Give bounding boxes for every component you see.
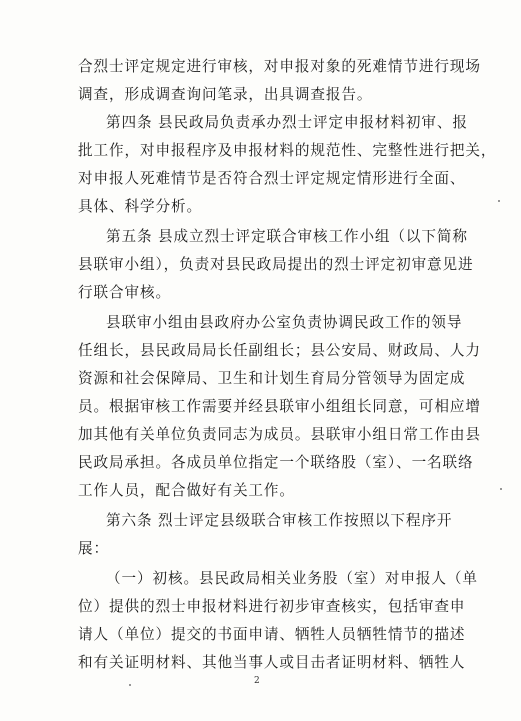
text-line: 加其他有关单位负责同志为成员。县联审小组日常工作由县 bbox=[78, 426, 481, 443]
text-line: 资源和社会保障局、卫生和计划生育局分管领导为固定成 bbox=[78, 370, 466, 387]
text-line: 县联审小组），负责对县民政局提出的烈士评定初审意见进 bbox=[78, 256, 474, 273]
text-line: 行联合审核。 bbox=[78, 284, 171, 301]
text-line: 第五条 县成立烈士评定联合审核工作小组（以下简称 bbox=[106, 228, 468, 245]
text-line: 县联审小组由县政府办公室负责协调民政工作的领导 bbox=[106, 314, 463, 331]
text-line: 第四条 县民政局负责承办烈士评定申报材料初审、报 bbox=[106, 114, 468, 131]
text-line: 请人（单位）提交的书面申请、牺牲人员牺牲情节的描述 bbox=[78, 626, 466, 643]
text-line: 对申报人死难情节是否符合烈士评定规定情形进行全面、 bbox=[78, 170, 466, 187]
text-line: 合烈士评定规定进行审核，对申报对象的死难情节进行现场 bbox=[78, 58, 481, 75]
text-line: 批工作，对申报程序及申报材料的规范性、完整性进行把关， bbox=[78, 142, 497, 159]
text-line: 员。根据审核工作需要并经县联审小组组长同意，可相应增 bbox=[78, 398, 481, 415]
text-line: 第六条 烈士评定县级联合审核工作按照以下程序开 bbox=[106, 512, 453, 529]
page-number: 2 bbox=[254, 676, 260, 686]
text-line: （一）初核。县民政局相关业务股（室）对申报人（单 bbox=[106, 570, 478, 587]
scan-speck bbox=[500, 488, 502, 490]
text-line: 和有关证明材料、其他当事人或目击者证明材料、牺牲人 bbox=[78, 654, 466, 671]
text-line: 调查，形成调查询问笔录，出具调查报告。 bbox=[78, 86, 373, 103]
text-line: 具体、科学分析。 bbox=[78, 198, 202, 215]
text-line: 位）提供的烈士申报材料进行初步审查核实，包括审查申 bbox=[78, 598, 466, 615]
scan-speck bbox=[129, 684, 131, 686]
text-line: 民政局承担。各成员单位指定一个联络股（室）、一名联络 bbox=[78, 454, 474, 471]
text-line: 任组长，县民政局局长任副组长；县公安局、财政局、人力 bbox=[78, 342, 481, 359]
text-line: 工作人员，配合做好有关工作。 bbox=[78, 482, 295, 499]
scan-speck bbox=[498, 200, 500, 202]
text-line: 展： bbox=[78, 540, 109, 557]
